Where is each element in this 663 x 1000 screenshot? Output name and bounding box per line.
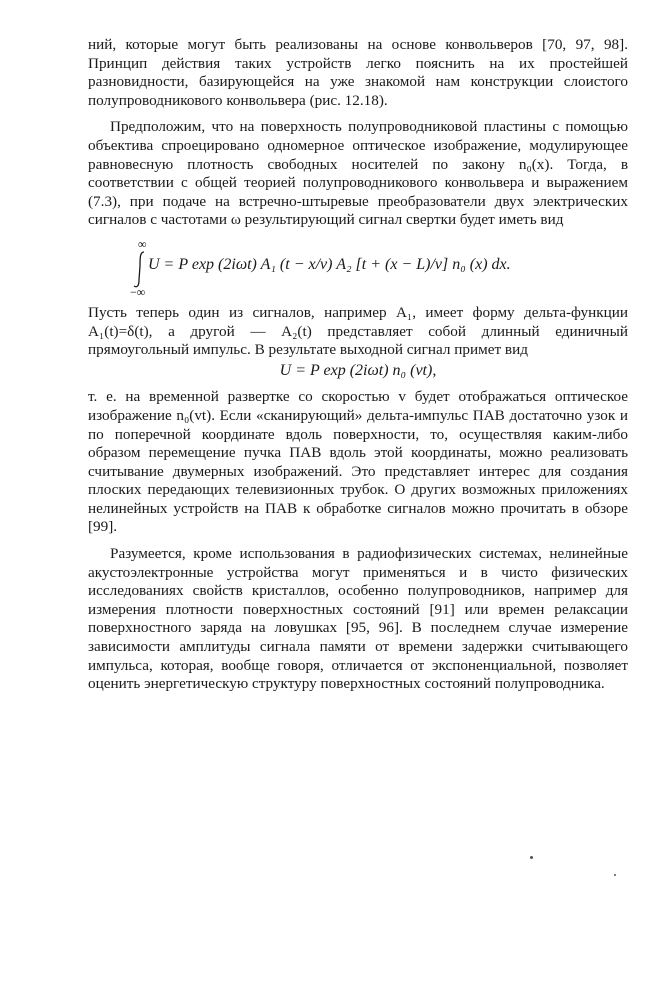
paragraph-1: ний, которые могут быть реализованы на основе конвольверов [70, 97, 98]. Принцип действия таких устройств легко пояснить на их простейшей разновидности, базирующейся на уже знакомой нам конструкции слоистого полупроводникового конвольвера (рис. 12.18). xyxy=(88,36,628,109)
formula-1-text: U = P exp (2iωt) A₁ (t − x/v) A₂ [t + (x − L)/v] n₀ (x) dx. xyxy=(148,255,511,273)
paragraph-5: Разумеется, кроме использования в радиофизических системах, нелинейные акустоэлектронные устройства могут применяться и в чисто физических исследованиях свойств кристаллов, особенно полупроводников, например для измерения плотности поверхностных состояний [91] или времен релаксации поверхностного заряда на ловушках [95, 96]. В последнем случае измерение зависимости амплитуды сигнала памяти от времени задержки считывающего импульса, которая, вообще говоря, отличается от экспоненциальной, позволяет оценить энергетическую структуру поверхностных состояний полупроводника. xyxy=(88,545,628,693)
paragraph-2: Предположим, что на поверхность полупроводниковой пластины с помощью объектива спроецировано одномерное оптическое изображение, модулирующее равновесную плотность свободных носителей по закону n₀(x). Тогда, в соответствии с общей теорией полупроводникового конвольвера и выражением (7.3), при подаче на встречно-штыревые преобразователи двух электрических сигналов с частотами ω результирующий сигнал свертки будет иметь вид xyxy=(88,118,628,229)
scan-speck xyxy=(530,856,533,859)
paragraph-3: Пусть теперь один из сигналов, например A₁, имеет форму дельта-функции A₁(t)=δ(t), а другой — A₂(t) представляет собой длинный единичный прямоугольный импульс. В результате выходной сигнал примет вид xyxy=(88,303,628,359)
paragraph-4: т. е. на временной развертке со скоростью v будет отображаться оптическое изображение n₀(vt). Если «сканирующий» дельта-импульс ПАВ достаточно узок и по поперечной координате вдоль поверхности, то, осуществляя каким-либо образом перемещение пучка ПАВ вдоль этой координаты, можно реализовать считывание двумерных изображений. Это представляет интерес для создания плоских передающих телевизионных трубок. О других возможных приложениях нелинейных устройств на ПАВ к обработке сигналов можно прочитать в обзоре [99]. xyxy=(88,388,628,536)
formula-output-signal: U = P exp (2iωt) n₀ (vt), xyxy=(279,361,437,379)
page-text xyxy=(88,36,628,694)
integral-lower-limit: −∞ xyxy=(130,284,146,298)
integral-upper-limit: ∞ xyxy=(138,236,147,251)
scan-speck xyxy=(614,874,616,876)
formula-convolution xyxy=(88,236,628,298)
